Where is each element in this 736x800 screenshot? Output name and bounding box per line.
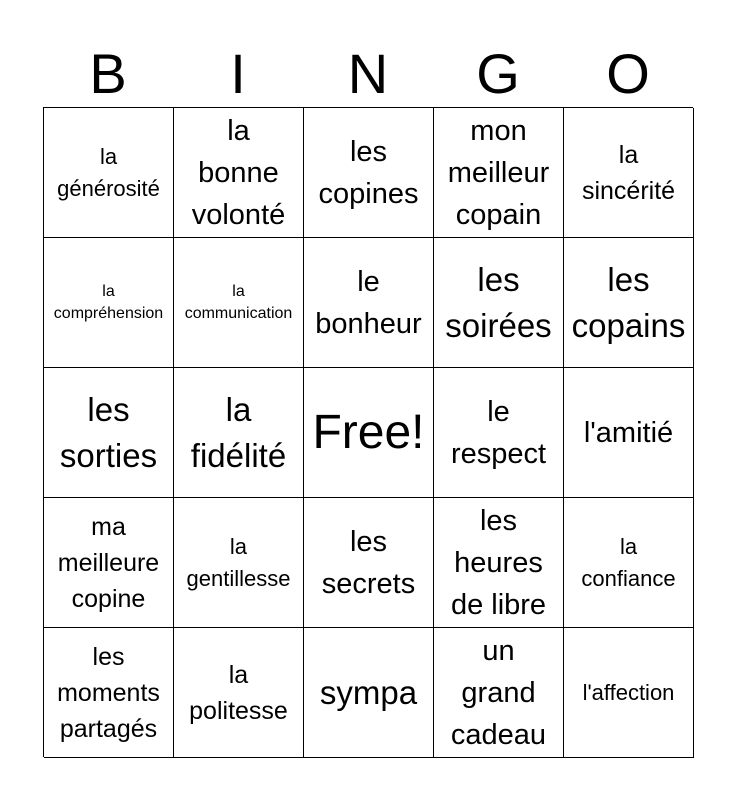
bingo-grid [43,107,693,757]
bingo-cell[interactable]: ma meilleure copine [44,498,174,628]
bingo-cell[interactable]: la compréhension [44,238,174,368]
bingo-cell[interactable]: la gentillesse [174,498,304,628]
bingo-cell[interactable]: les heures de libre [434,498,564,628]
bingo-cell[interactable]: la politesse [174,628,304,758]
bingo-cell[interactable]: les moments partagés [44,628,174,758]
header-letter-b: B [89,42,127,105]
bingo-cell[interactable]: un grand cadeau [434,628,564,758]
header-letter-o: O [606,42,650,105]
bingo-cell[interactable]: la fidélité [174,368,304,498]
bingo-cell[interactable]: les sorties [44,368,174,498]
bingo-cell[interactable]: les copains [564,238,694,368]
header-letter-i: I [230,42,246,105]
bingo-cell[interactable]: la communication [174,238,304,368]
bingo-cell[interactable]: la sincérité [564,108,694,238]
bingo-cell[interactable]: mon meilleur copain [434,108,564,238]
bingo-header [43,40,693,108]
bingo-cell[interactable]: les soirées [434,238,564,368]
bingo-cell[interactable]: les secrets [304,498,434,628]
header-letter-n: N [347,42,389,105]
bingo-cell[interactable]: l'affection [564,628,694,758]
bingo-cell[interactable]: la générosité [44,108,174,238]
free-space-cell[interactable]: Free! [304,368,434,498]
bingo-cell[interactable]: le bonheur [304,238,434,368]
bingo-cell[interactable]: les copines [304,108,434,238]
bingo-cell[interactable]: l'amitié [564,368,694,498]
bingo-cell[interactable]: la confiance [564,498,694,628]
bingo-cell[interactable]: la bonne volonté [174,108,304,238]
bingo-cell[interactable]: le respect [434,368,564,498]
bingo-cell[interactable]: sympa [304,628,434,758]
header-letter-g: G [476,42,520,105]
